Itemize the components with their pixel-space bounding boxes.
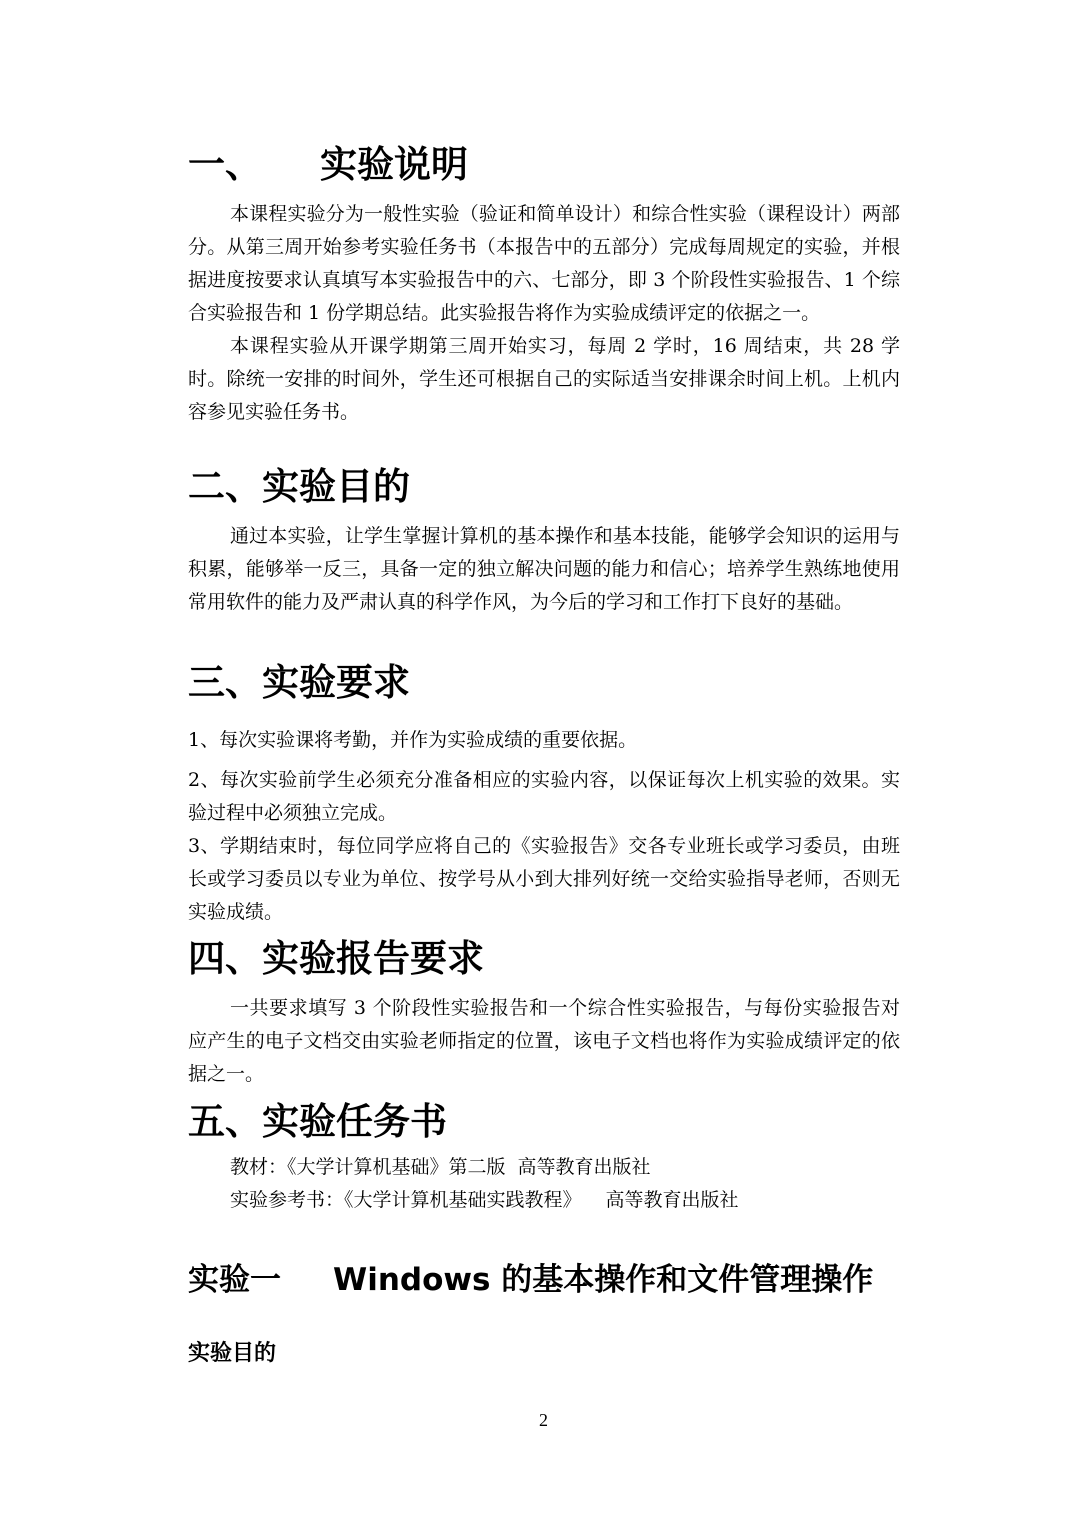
section-1 <box>188 142 900 429</box>
section-1-heading: 一、 实验说明 <box>188 143 468 186</box>
section-4-paragraph: 一共要求填写 3 个阶段性实验报告和一个综合性实验报告，与每份实验报告对应产生的电子文档交由实验老师指定的位置，该电子文档也将作为实验成绩评定的依据之一。 <box>188 997 900 1085</box>
section-5 <box>188 1099 900 1217</box>
section-2-paragraph: 通过本实验，让学生掌握计算机的基本操作和基本技能，能够学会知识的运用与积累，能够举一反三，具备一定的独立解决问题的能力和信心；培养学生熟练地使用常用软件的能力及严肃认真的科学作风，为今后的学习和工作打下良好的基础。 <box>188 525 900 613</box>
reference-book-line: 实验参考书：《大学计算机基础实践教程》 高等教育出版社 <box>230 1189 739 1211</box>
requirement-item: 1、每次实验课将考勤，并作为实验成绩的重要依据。 <box>188 729 638 751</box>
textbook-line: 教材：《大学计算机基础》第二版 高等教育出版社 <box>230 1156 651 1178</box>
section-1-paragraph-1: 本课程实验分为一般性实验（验证和简单设计）和综合性实验（课程设计）两部分。从第三周开始参考实验任务书（本报告中的五部分）完成每周规定的实验，并根据进度按要求认真填写本实验报告中的六、七部分，即 3 个阶段性实验报告、1 个综合实验报告和 1 份学期总结。此实验报告将作为实验成绩评定的依据之一。 <box>188 203 900 324</box>
section-5-heading: 五、实验任务书 <box>188 1100 447 1143</box>
experiment-1-heading: 实验一 Windows 的基本操作和文件管理操作 <box>188 1262 874 1298</box>
section-3 <box>188 660 900 929</box>
page-number: 2 <box>539 1410 548 1430</box>
section-3-heading: 三、实验要求 <box>188 661 410 704</box>
section-4 <box>188 936 900 1091</box>
section-2 <box>188 464 900 619</box>
experiment-1-subheading: 实验目的 <box>188 1341 277 1366</box>
section-2-heading: 二、实验目的 <box>188 465 410 508</box>
section-4-heading: 四、实验报告要求 <box>188 937 484 980</box>
requirement-item: 2、每次实验前学生必须充分准备相应的实验内容，以保证每次上机实验的效果。实验过程中必须独立完成。 <box>188 769 900 824</box>
requirement-item: 3、学期结束时，每位同学应将自己的《实验报告》交各专业班长或学习委员，由班长或学习委员以专业为单位、按学号从小到大排列好统一交给实验指导老师，否则无实验成绩。 <box>188 835 900 923</box>
section-1-paragraph-2: 本课程实验从开课学期第三周开始实习，每周 2 学时，16 周结束，共 28 学时。除统一安排的时间外，学生还可根据自己的实际适当安排课余时间上机。上机内容参见实验任务书。 <box>188 335 900 423</box>
